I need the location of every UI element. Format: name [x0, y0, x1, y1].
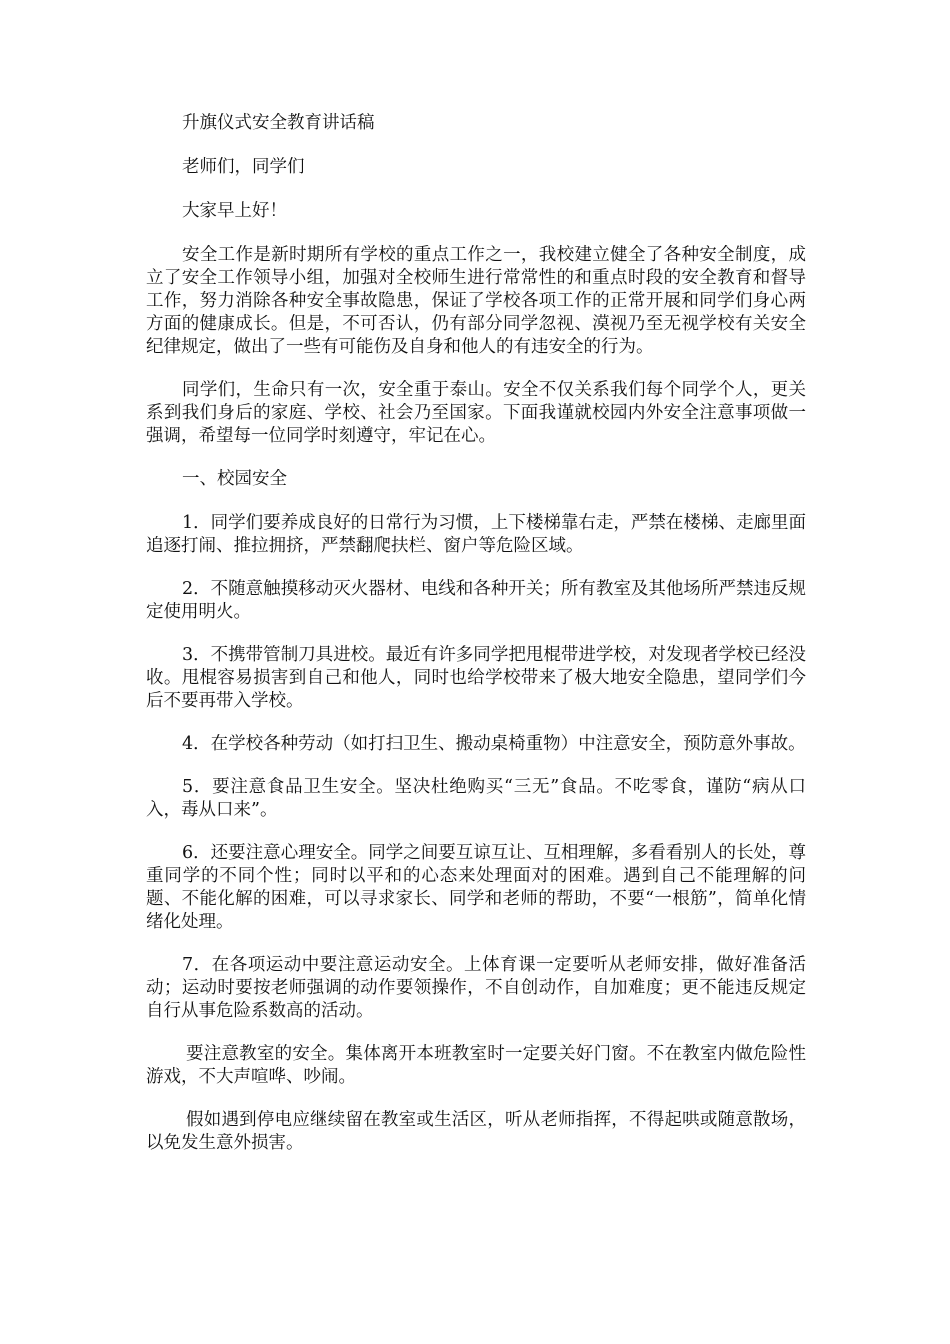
- list-item: 1．同学们要养成良好的日常行为习惯，上下楼梯靠右走，严禁在楼梯、走廊里面追逐打闹、推拉拥挤，严禁翻爬扶栏、窗户等危险区域。: [146, 513, 806, 556]
- list-item: 4．在学校各种劳动（如打扫卫生、搬动桌椅重物）中注意安全，预防意外事故。: [182, 734, 806, 754]
- power-outage-paragraph: 假如遇到停电应继续留在教室或生活区，听从老师指挥，不得起哄或随意散场，以免发生意外损害。: [146, 1110, 806, 1153]
- document-title: 升旗仪式安全教育讲话稿: [182, 113, 375, 133]
- intro-paragraph: 安全工作是新时期所有学校的重点工作之一，我校建立健全了各种安全制度，成立了安全工作领导小组，加强对全校师生进行常常性的和重点时段的安全教育和督导工作，努力消除各种安全事故隐患，保证了学校各项工作的正常开展和同学们身心两方面的健康成长。但是，不可否认，仍有部分同学忽视、漠视乃至无视学校有关安全纪律规定，做出了一些有可能伤及自身和他人的有违安全的行为。: [146, 245, 806, 357]
- list-item: 6．还要注意心理安全。同学之间要互谅互让、互相理解，多看看别人的长处，尊重同学的不同个性；同时以平和的心态来处理面对的困难。遇到自己不能理解的问题、不能化解的困难，可以寻求家长、同学和老师的帮助，不要“一根筋”，简单化情绪化处理。: [146, 843, 806, 932]
- document-page: [146, 112, 806, 1155]
- life-paragraph: 同学们，生命只有一次，安全重于泰山。安全不仅关系我们每个同学个人，更关系到我们身后的家庭、学校、社会乃至国家。下面我谨就校园内外安全注意事项做一强调，希望每一位同学时刻遵守，牢记在心。: [146, 380, 806, 446]
- section-heading: 一、校园安全: [182, 469, 287, 489]
- greeting-line: 老师们，同学们: [182, 157, 305, 177]
- list-item: 7．在各项运动中要注意运动安全。上体育课一定要听从老师安排，做好准备活动；运动时要按老师强调的动作要领操作，不自创动作，自加难度；更不能违反规定自行从事危险系数高的活动。: [146, 955, 806, 1021]
- list-item: 5．要注意食品卫生安全。坚决杜绝购买“三无”食品。不吃零食，谨防“病从口入，毒从口来”。: [146, 777, 806, 820]
- list-item: 2．不随意触摸移动灭火器材、电线和各种开关；所有教室及其他场所严禁违反规定使用明火。: [146, 579, 806, 622]
- classroom-paragraph: 要注意教室的安全。集体离开本班教室时一定要关好门窗。不在教室内做危险性游戏，不大声喧哗、吵闹。: [146, 1044, 806, 1087]
- list-item: 3．不携带管制刀具进校。最近有许多同学把甩棍带进学校，对发现者学校已经没收。甩棍容易损害到自己和他人，同时也给学校带来了极大地安全隐患，望同学们今后不要再带入学校。: [146, 645, 806, 711]
- morning-greeting: 大家早上好！: [182, 201, 287, 221]
